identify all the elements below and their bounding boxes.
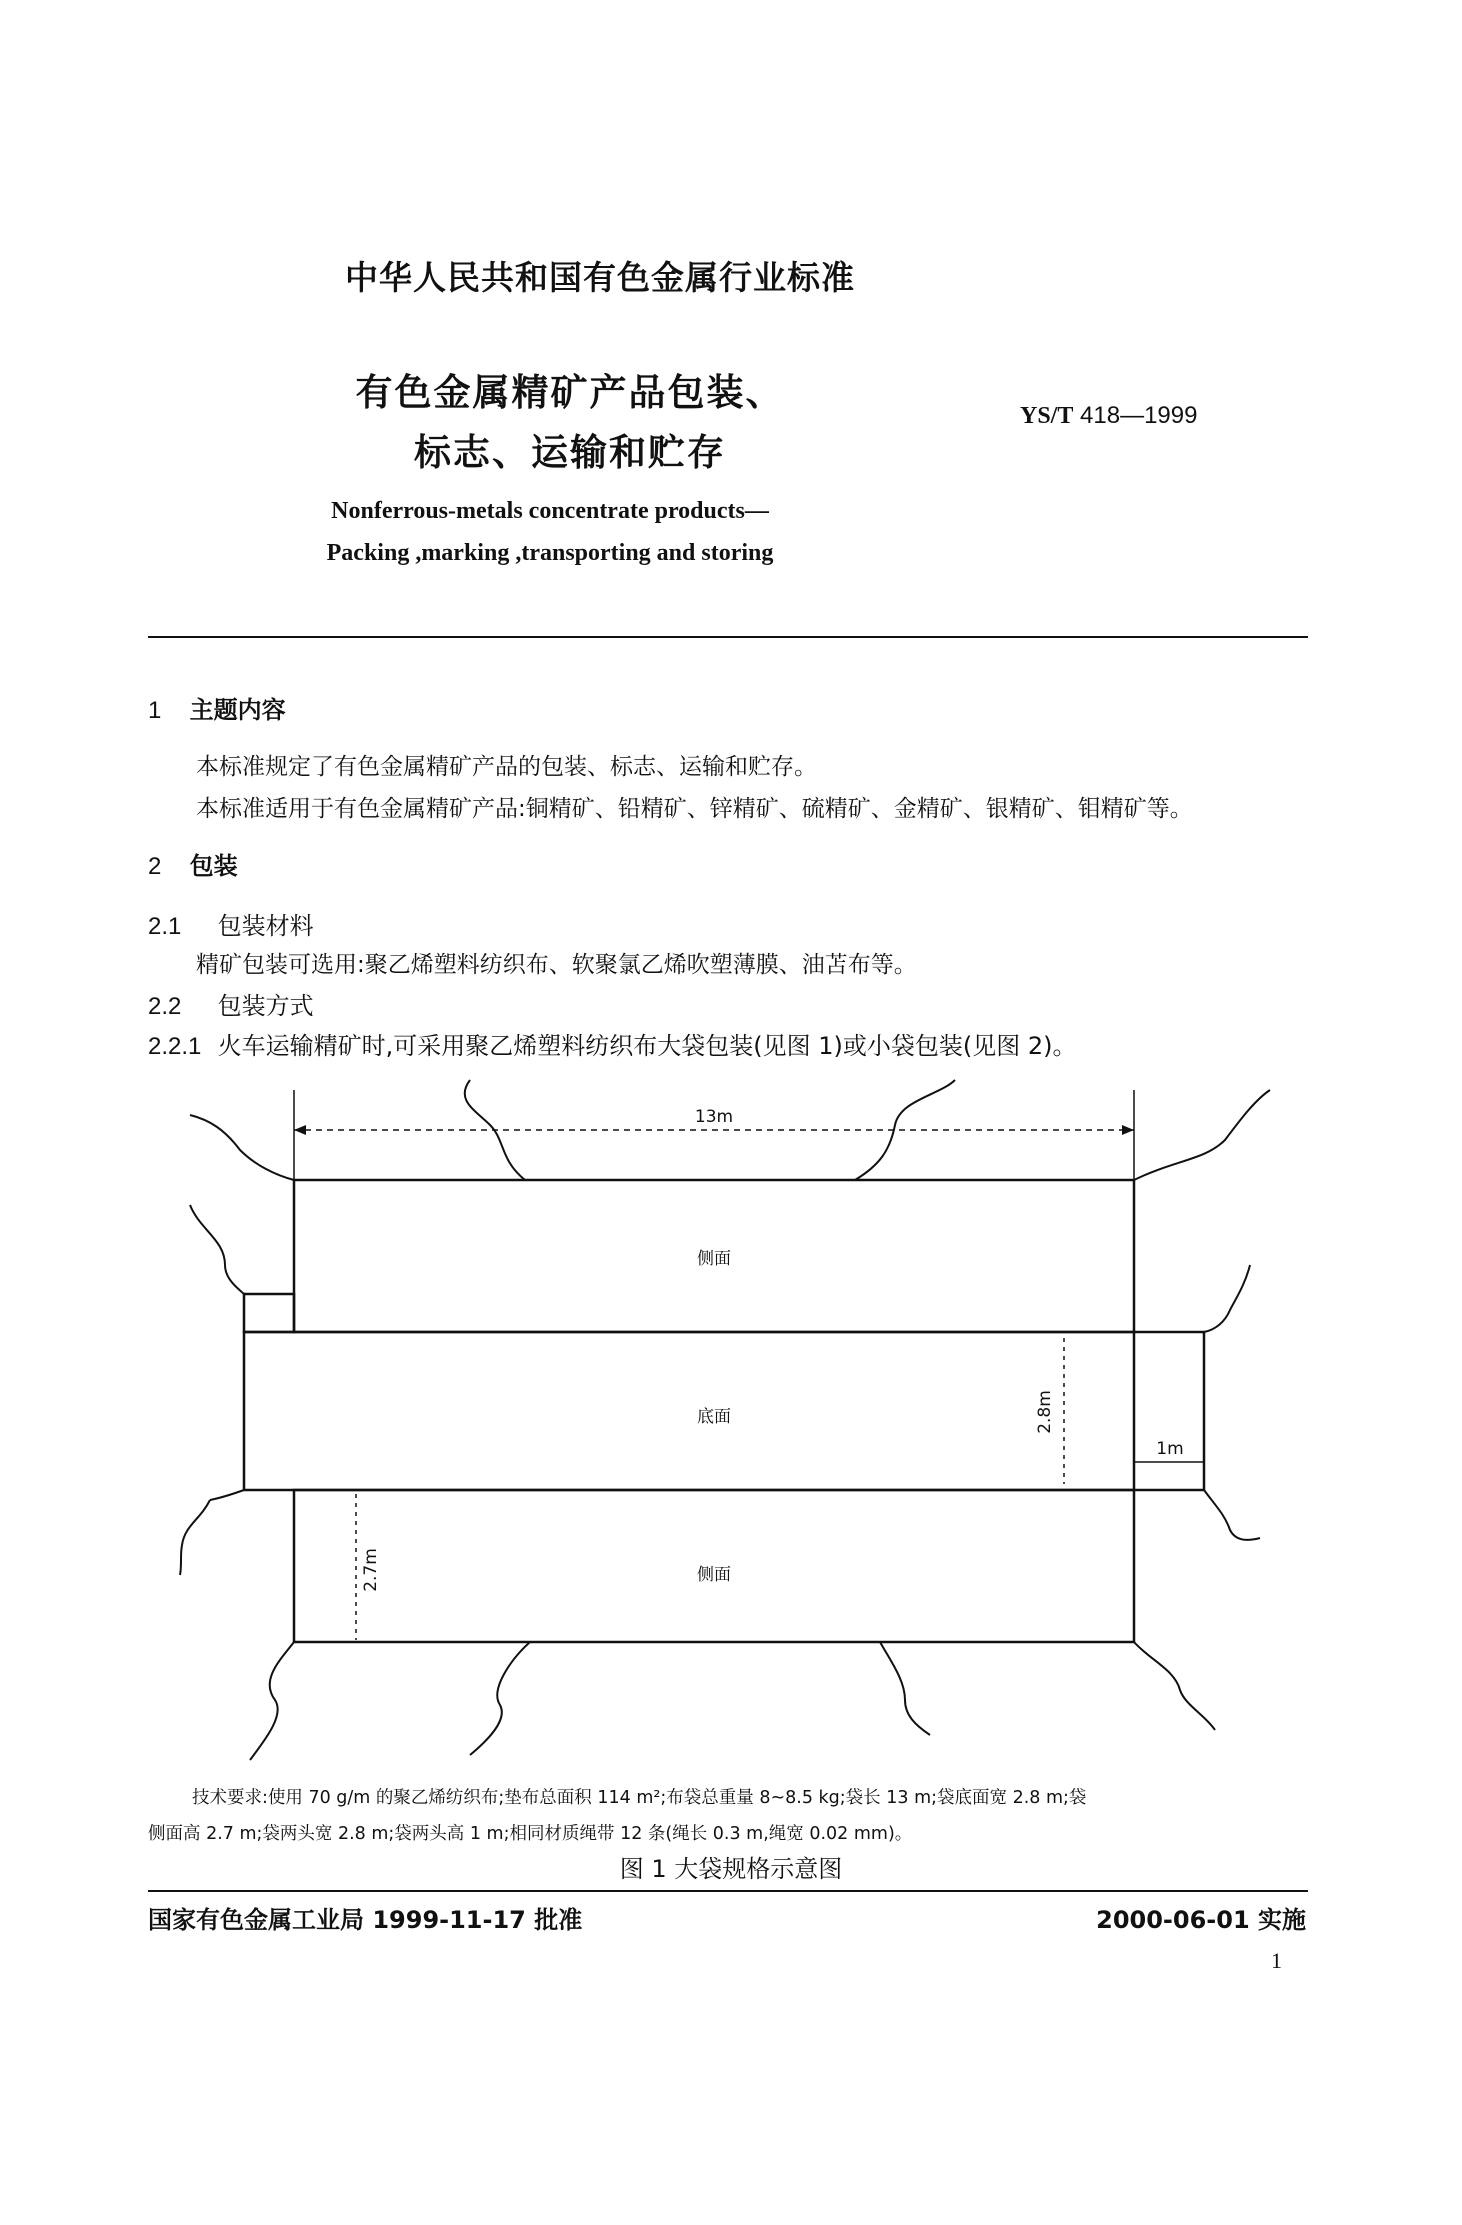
section-2-2-title: 包装方式 bbox=[217, 992, 314, 1020]
tech-line-2: 侧面高 2.7 m;袋两头宽 2.8 m;袋两头高 1 m;相同材质绳带 12 条(绳长 0.3 m,绳宽 0.02 mm)。 bbox=[148, 1824, 913, 1844]
tech-line-1: 技术要求:使用 70 g/m 的聚乙烯纺织布;垫布总面积 114 m²;布袋总重量 8~8.5 kg;袋长 13 m;袋底面宽 2.8 m;袋 bbox=[192, 1788, 1087, 1808]
title-line-1: 有色金属精矿产品包装、 bbox=[355, 371, 785, 414]
dim-label-end: 1m bbox=[1156, 1439, 1184, 1459]
code-number: 418—1999 bbox=[1080, 402, 1198, 429]
section-2-2-1-number: 2.2.1 bbox=[148, 1033, 202, 1060]
rope-bottom-4 bbox=[1134, 1642, 1215, 1730]
section-1-title: 主题内容 bbox=[189, 696, 286, 724]
effective-date: 2000-06-01 实施 bbox=[1096, 1906, 1306, 1934]
page-number: 1 bbox=[1271, 1948, 1282, 1973]
dim-label-length: 13m bbox=[694, 1107, 734, 1127]
rope-left-bottom bbox=[180, 1500, 210, 1575]
section-2-1-number: 2.1 bbox=[148, 913, 182, 940]
standard-organization: 中华人民共和国有色金属行业标准 bbox=[345, 258, 855, 297]
section-1-paragraph-1: 本标准规定了有色金属精矿产品的包装、标志、运输和贮存。 bbox=[196, 754, 817, 780]
section-2-1-paragraph: 精矿包装可选用:聚乙烯塑料纺织布、软聚氯乙烯吹塑薄膜、油苫布等。 bbox=[196, 952, 917, 978]
label-bottom: 底面 bbox=[697, 1407, 731, 1427]
english-title-line-2: Packing ,marking ,transporting and storing bbox=[326, 540, 774, 566]
rope-left-bottom-join bbox=[210, 1490, 244, 1500]
section-1-number: 1 bbox=[148, 697, 162, 724]
left-end-tab bbox=[244, 1294, 294, 1332]
rope-top-right bbox=[1134, 1090, 1270, 1180]
technical-requirements bbox=[148, 1780, 1312, 1852]
figure-caption: 图 1 大袋规格示意图 bbox=[619, 1855, 843, 1883]
section-1-paragraph-2: 本标准适用于有色金属精矿产品:铜精矿、铅精矿、锌精矿、硫精矿、金精矿、银精矿、钼精矿等。 bbox=[196, 796, 1193, 822]
rope-left-tab bbox=[190, 1205, 244, 1294]
dim-label-height: 2.7m bbox=[361, 1548, 381, 1592]
rope-bottom-1 bbox=[250, 1642, 294, 1760]
section-2-1-title: 包装材料 bbox=[217, 912, 314, 940]
rope-right-bottom bbox=[1204, 1490, 1260, 1540]
code-prefix: YS/T bbox=[1020, 403, 1074, 429]
rope-bottom-2 bbox=[470, 1642, 530, 1755]
section-2-title: 包装 bbox=[189, 852, 238, 880]
section-2-2-number: 2.2 bbox=[148, 993, 182, 1020]
section-2-number: 2 bbox=[148, 853, 162, 880]
section-2-2-1-text: 火车运输精矿时,可采用聚乙烯塑料纺织布大袋包装(见图 1)或小袋包装(见图 2)。 bbox=[217, 1032, 1077, 1060]
label-side-bottom: 侧面 bbox=[697, 1565, 731, 1585]
approval-statement: 国家有色金属工业局 1999-11-17 批准 bbox=[148, 1906, 583, 1934]
arrow-left bbox=[294, 1125, 306, 1135]
rope-top-left bbox=[190, 1115, 294, 1180]
dim-label-width: 2.8m bbox=[1035, 1390, 1055, 1434]
arrow-right bbox=[1122, 1125, 1134, 1135]
rope-bottom-3 bbox=[880, 1642, 930, 1735]
footer-divider bbox=[148, 1890, 1308, 1892]
label-side-top: 侧面 bbox=[697, 1249, 731, 1269]
rope-right-end bbox=[1204, 1265, 1250, 1332]
title-line-2: 标志、运输和贮存 bbox=[414, 431, 726, 474]
english-title-line-1: Nonferrous-metals concentrate products— bbox=[331, 498, 769, 524]
